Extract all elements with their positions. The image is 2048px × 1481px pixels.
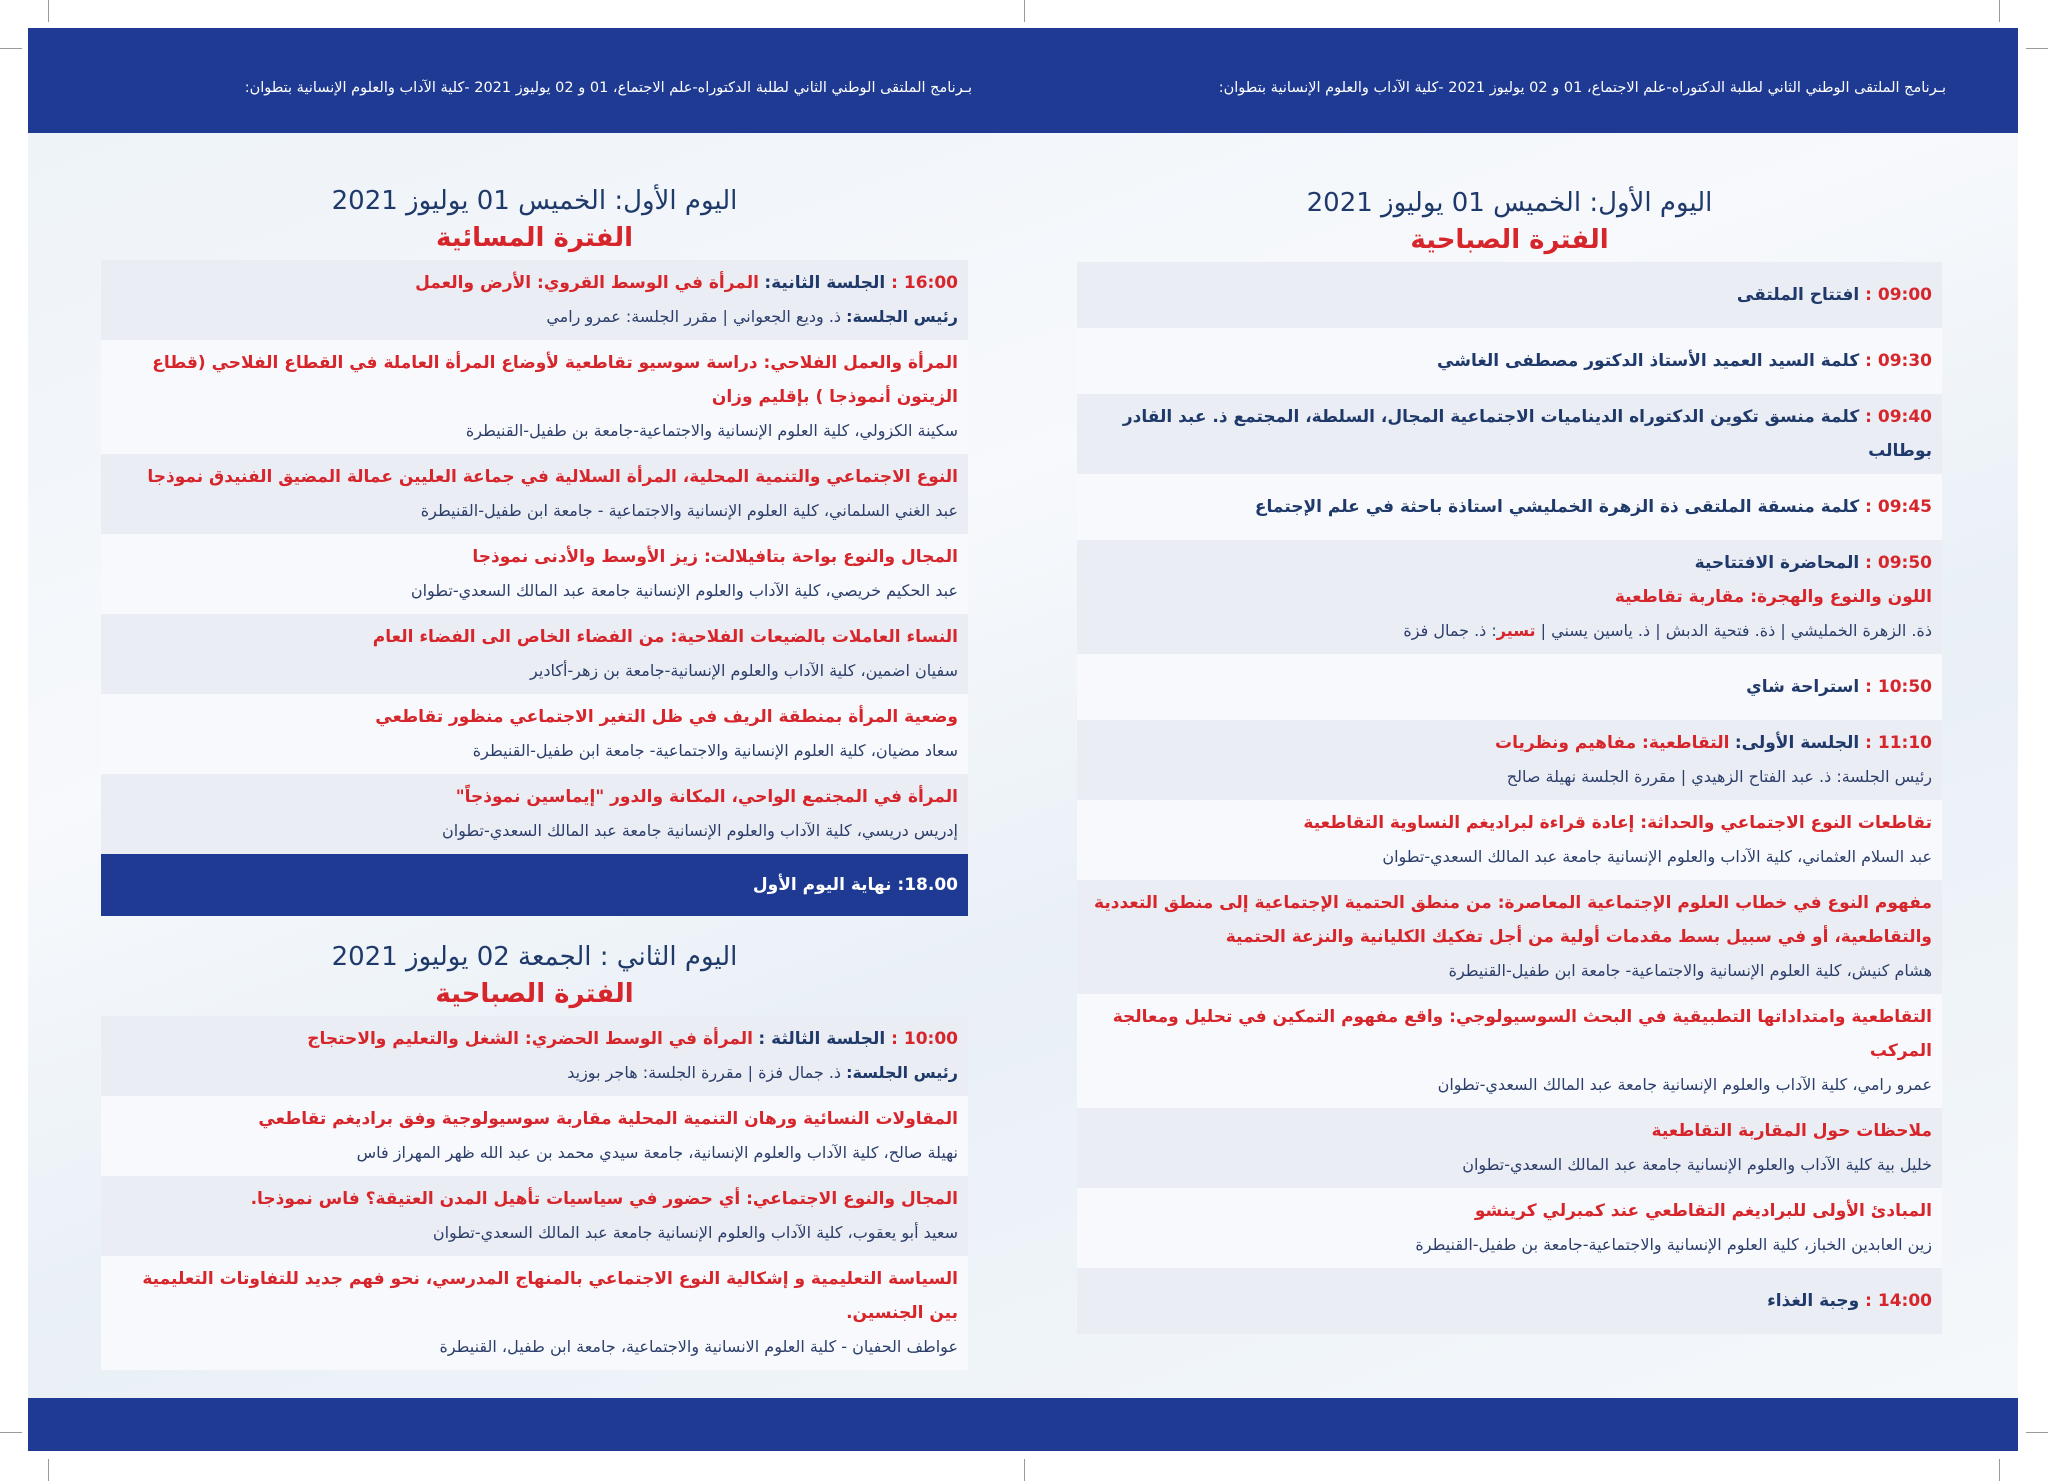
paper-title: تقاطعات النوع الاجتماعي والحداثة: إعادة قراءة لبراديغم النساوية التقاطعية [1303, 813, 1932, 833]
program-item: 09:30 : كلمة السيد العميد الأستاذ الدكتور مصطفى الغاشي [1077, 328, 1942, 394]
day-title: اليوم الأول: الخميس 01 يوليوز 2021 [1306, 188, 1713, 218]
paper-author: زين العابدين الخباز، كلية العلوم الإنسانية والاجتماعية-جامعة بن طفيل-القنيطرة [1415, 1235, 1932, 1254]
item-title: كلمة منسقة الملتقى ذة الزهرة الخمليشي استاذة باحثة في علم الإجتماع [1254, 497, 1860, 517]
paper-author: عبد الغني السلماني، كلية العلوم الإنسانية والاجتماعية - جامعة ابن طفيل-القنيطرة [420, 501, 958, 520]
item-time: 16:00 [903, 273, 958, 293]
session-header: 10:00 : الجلسة الثالثة : المرأة في الوسط الحضري: الشغل والتعليم والاحتجاج رئيس الجلسة: ذ. جمال فزة | مقررة الجلسة: هاجر بوزيد [101, 1016, 968, 1096]
session-title: المرأة في الوسط القروي: الأرض والعمل [415, 273, 759, 293]
paper-item [101, 1256, 968, 1370]
crop-mark [2026, 1432, 2048, 1433]
item-time: 11:10 [1877, 733, 1932, 753]
program-item: 09:40 : كلمة منسق تكوين الدكتوراه الديناميات الاجتماعية المجال، السلطة، المجتمع ذ. عبد القادر بوطالب [1077, 394, 1942, 474]
crop-mark [0, 1432, 22, 1433]
paper-title: السياسة التعليمية و إشكالية النوع الاجتماعي بالمنهاج المدرسي، نحو فهم جديد للتفاوتات التعليمية بين الجنسين. [142, 1269, 958, 1323]
paper-title: النوع الاجتماعي والتنمية المحلية، المرأة السلالية في جماعة العليين عمالة المضيق الفنيدق نموذجا [147, 467, 958, 487]
item-title: افتتاح الملتقى [1736, 285, 1860, 305]
item-title: استراحة شاي [1746, 677, 1860, 697]
paper-author: إدريس دريسي، كلية الآداب والعلوم الإنسانية جامعة عبد المالك السعدي-تطوان [441, 821, 958, 840]
paper-title: المرأة في المجتمع الواحي، المكانة والدور "إيماسين نموذجاً" [455, 787, 958, 807]
paper-author: سعيد أبو يعقوب، كلية الآداب والعلوم الإنسانية جامعة عبد المالك السعدي-تطوان [432, 1223, 958, 1242]
crop-mark [0, 48, 22, 49]
crop-mark [1024, 0, 1025, 22]
paper-item [1077, 1188, 1942, 1268]
program-item: 10:50 : استراحة شاي [1077, 654, 1942, 720]
item-title: وجبة الغذاء [1767, 1291, 1860, 1311]
program-panel [101, 260, 968, 916]
crop-mark [1024, 1459, 1025, 1481]
footer-band [28, 1398, 2018, 1451]
item-time: 09:45 [1877, 497, 1932, 517]
program-panel [101, 1016, 968, 1370]
paper-item [101, 774, 968, 854]
moderator-name: : ذ. جمال فزة [1403, 621, 1497, 640]
right-column [1077, 180, 1942, 1334]
session-chair: ذ. جمال فزة | مقررة الجلسة: هاجر بوزيد [567, 1063, 847, 1082]
paper-title: المبادئ الأولى للبراديغم التقاطعي عند كمبرلي كرينشو [1474, 1201, 1932, 1221]
paper-item [101, 340, 968, 454]
item-title: كلمة منسق تكوين الدكتوراه الديناميات الاجتماعية المجال، السلطة، المجتمع ذ. عبد القادر بوطالب [1122, 407, 1932, 461]
session-label: الجلسة الثالثة : [758, 1029, 886, 1049]
paper-item [1077, 1108, 1942, 1188]
program-item: 14:00 : وجبة الغذاء [1077, 1268, 1942, 1334]
paper-item [1077, 880, 1942, 994]
chair-label: رئيس الجلسة: [846, 1063, 958, 1082]
item-time: 09:40 [1877, 407, 1932, 427]
program-panel [1077, 262, 1942, 1334]
item-title: كلمة السيد العميد الأستاذ الدكتور مصطفى الغاشي [1437, 351, 1860, 371]
period-title: الفترة المسائية [435, 223, 634, 253]
paper-item [101, 1096, 968, 1176]
period-title: الفترة الصباحية [435, 979, 634, 1009]
paper-item [101, 694, 968, 774]
lecture-speakers: ذة. الزهرة الخمليشي | ذة. فتحية الدبش | ذ. ياسين يسني | [1540, 621, 1932, 640]
paper-title: وضعية المرأة بمنطقة الريف في ظل التغير الاجتماعي منظور تقاطعي [375, 707, 958, 727]
item-time: 09:00 [1877, 285, 1932, 305]
paper-author: سعاد مضيان، كلية العلوم الإنسانية والاجتماعية- جامعة ابن طفيل-القنيطرة [472, 741, 958, 760]
moderator-label: تسير [1496, 621, 1536, 640]
item-time: 10:00 [903, 1029, 958, 1049]
session-header: 11:10 : الجلسة الأولى: التقاطعية: مفاهيم ونظريات رئيس الجلسة: ذ. عبد الفتاح الزهيدي | مقررة الجلسة نهيلة صالح [1077, 720, 1942, 800]
program-item: 09:45 : كلمة منسقة الملتقى ذة الزهرة الخمليشي استاذة باحثة في علم الإجتماع [1077, 474, 1942, 540]
item-time: 09:30 [1877, 351, 1932, 371]
paper-author: هشام كنيش، كلية العلوم الإنسانية والاجتماعية- جامعة ابن طفيل-القنيطرة [1448, 961, 1932, 980]
item-time: 10:50 [1877, 677, 1932, 697]
paper-item [101, 534, 968, 614]
crop-mark [48, 1459, 49, 1481]
crop-mark [2026, 48, 2048, 49]
header-text-right: بـرنامج الملتقى الوطني الثاني لطلبة الدكتوراه-علم الاجتماع، 01 و 02 يوليوز 2021 -كلية الآداب والعلوم الإنسانية بتطوان: [1218, 80, 1946, 96]
session-title: التقاطعية: مفاهيم ونظريات [1495, 733, 1730, 753]
paper-title: المرأة والعمل الفلاحي: دراسة سوسيو تقاطعية لأوضاع المرأة العاملة في القطاع الفلاحي (قطاع الزيتون أنموذجا ) بإقليم وزان [152, 353, 958, 407]
item-title: المحاضرة الافتتاحية [1694, 553, 1860, 573]
paper-author: عواطف الحفيان - كلية العلوم الانسانية والاجتماعية، جامعة ابن طفيل، القنيطرة [439, 1337, 958, 1356]
program-item: 09:50 : المحاضرة الافتتاحية اللون والنوع والهجرة: مقاربة تقاطعية ذة. الزهرة الخمليشي | ذة. فتحية الدبش | ذ. ياسين يسني | تسير: ذ. جمال فزة [1077, 540, 1942, 654]
paper-title: ملاحظات حول المقاربة التقاطعية [1651, 1121, 1932, 1141]
day-title: اليوم الثاني : الجمعة 02 يوليوز 2021 [331, 942, 738, 972]
paper-author: عمرو رامي، كلية الآداب والعلوم الإنسانية جامعة عبد المالك السعدي-تطوان [1437, 1075, 1932, 1094]
session-chair: رئيس الجلسة: ذ. عبد الفتاح الزهيدي | مقررة الجلسة نهيلة صالح [1506, 767, 1932, 786]
paper-item [1077, 800, 1942, 880]
period-title: الفترة الصباحية [1410, 225, 1609, 255]
paper-item [101, 454, 968, 534]
paper-item [1077, 994, 1942, 1108]
header-text-left: بـرنامج الملتقى الوطني الثاني لطلبة الدكتوراه-علم الاجتماع، 01 و 02 يوليوز 2021 -كلية الآداب والعلوم الإنسانية بتطوان: [244, 80, 972, 96]
paper-title: المجال والنوع بواحة بتافيلالت: زيز الأوسط والأدنى نموذجا [472, 547, 958, 567]
paper-author: سفيان اضمين، كلية الآداب والعلوم الإنسانية-جامعة بن زهر-أكادير [530, 661, 958, 680]
chair-label: رئيس الجلسة: [846, 307, 958, 326]
paper-author: نهيلة صالح، كلية الآداب والعلوم الإنسانية، جامعة سيدي محمد بن عبد الله ظهر المهراز فاس [356, 1143, 958, 1162]
session-header: 16:00 : الجلسة الثانية: المرأة في الوسط القروي: الأرض والعمل رئيس الجلسة: ذ. وديع الجعواني | مقرر الجلسة: عمرو رامي [101, 260, 968, 340]
paper-title: المقاولات النسائية ورهان التنمية المحلية مقاربة سوسيولوجية وفق براديغم تقاطعي [258, 1109, 958, 1129]
left-column [101, 178, 968, 1370]
session-chair: ذ. وديع الجعواني | مقرر الجلسة: عمرو رامي [546, 307, 847, 326]
paper-author: سكينة الكزولي، كلية العلوم الإنسانية والاجتماعية-جامعة بن طفيل-القنيطرة [465, 421, 958, 440]
paper-item [101, 1176, 968, 1256]
session-title: المرأة في الوسط الحضري: الشغل والتعليم والاحتجاج [307, 1029, 754, 1049]
session-label: الجلسة الثانية: [764, 273, 886, 293]
crop-mark [1999, 1459, 2000, 1481]
paper-title: مفهوم النوع في خطاب العلوم الإجتماعية المعاصرة: من منطق الحتمية الإجتماعية إلى منطق التعددية والتقاطعية، أو في سبيل بسط مقدمات أولية من أجل تفكيك الكليانية والنزعة الحتمية [1094, 893, 1932, 947]
program-item: 09:00 : افتتاح الملتقى [1077, 262, 1942, 328]
crop-mark [1999, 0, 2000, 22]
paper-title: المجال والنوع الاجتماعي: أي حضور في سياسيات تأهيل المدن العتيقة؟ فاس نموذجا. [250, 1189, 958, 1209]
item-time: 09:50 [1877, 553, 1932, 573]
session-label: الجلسة الأولى: [1734, 733, 1860, 753]
lecture-title: اللون والنوع والهجرة: مقاربة تقاطعية [1614, 587, 1932, 607]
paper-item [101, 614, 968, 694]
paper-author: عبد السلام العثماني، كلية الآداب والعلوم الإنسانية جامعة عبد المالك السعدي-تطوان [1382, 847, 1932, 866]
paper-title: النساء العاملات بالضيعات الفلاحية: من الفضاء الخاص الى الفضاء العام [372, 627, 958, 647]
day-end-bar: 18.00: نهاية اليوم الأول [101, 854, 968, 916]
item-time: 14:00 [1877, 1291, 1932, 1311]
crop-mark [48, 0, 49, 22]
paper-title: التقاطعية وامتداداتها التطبيقية في البحث السوسيولوجي: واقع مفهوم التمكين في تحليل ومعالجة المركب [1112, 1007, 1932, 1061]
day-title: اليوم الأول: الخميس 01 يوليوز 2021 [331, 186, 738, 216]
paper-author: خليل بية كلية الآداب والعلوم الإنسانية جامعة عبد المالك السعدي-تطوان [1462, 1155, 1932, 1174]
paper-author: عبد الحكيم خريصي، كلية الآداب والعلوم الإنسانية جامعة عبد المالك السعدي-تطوان [410, 581, 958, 600]
